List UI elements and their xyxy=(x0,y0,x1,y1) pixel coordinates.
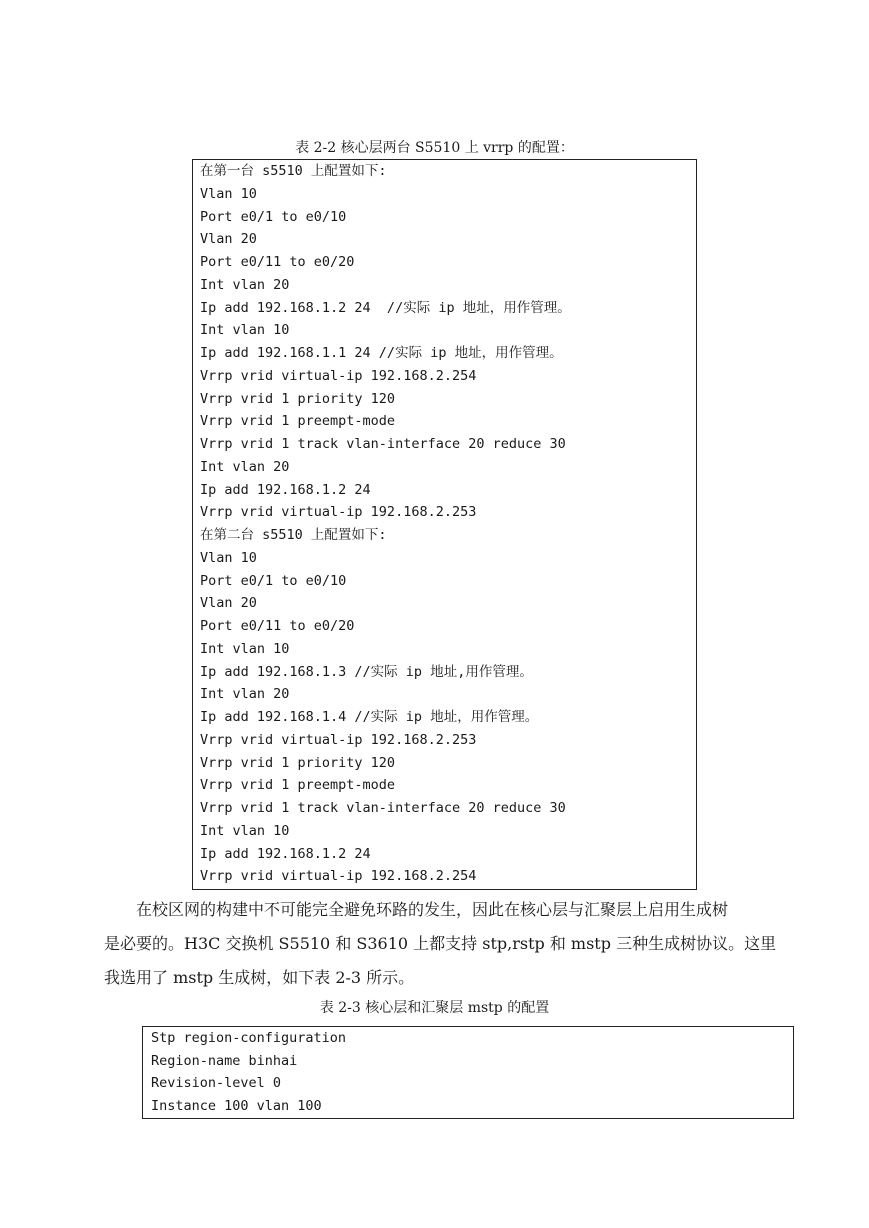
config-line: Ip add 192.168.1.1 24 //实际 ip 地址，用作管理。 xyxy=(200,345,563,361)
config-line: Instance 100 vlan 100 xyxy=(151,1097,322,1114)
mstp-config-box xyxy=(142,1026,794,1119)
config-line: Int vlan 20 xyxy=(200,686,290,703)
config-line: Revision-level 0 xyxy=(151,1075,282,1091)
config-line: Ip add 192.168.1.2 24 xyxy=(200,481,371,498)
config-line: Int vlan 20 xyxy=(200,458,290,475)
config-line: Vrrp vrid virtual-ip 192.168.2.253 xyxy=(200,731,477,748)
paragraph-line-3: 我选用了 mstp 生成树，如下表 2-3 所示。 xyxy=(104,968,415,987)
config-line: Vlan 20 xyxy=(200,231,257,248)
table-2-3-caption: 表 2-3 核心层和汇聚层 mstp 的配置 xyxy=(319,1000,550,1016)
config-line: Ip add 192.168.1.2 24 //实际 ip 地址，用作管理。 xyxy=(200,299,571,316)
config-line: Stp region-configuration xyxy=(151,1030,347,1046)
config-line: Int vlan 20 xyxy=(200,276,290,293)
body-paragraph xyxy=(104,893,788,995)
config-line: Port e0/1 to e0/10 xyxy=(200,572,347,589)
config-line: Ip add 192.168.1.2 24 xyxy=(200,845,371,862)
config-line: Vrrp vrid 1 track vlan-interface 20 reduce 30 xyxy=(200,800,566,816)
config-line: 在第一台 s5510 上配置如下: xyxy=(200,163,387,179)
config-line: Region-name binhai xyxy=(151,1052,298,1069)
config-line: Vrrp vrid 1 preempt-mode xyxy=(200,777,396,794)
paragraph-line-1: 在校区网的构建中不可能完全避免环路的发生，因此在核心层与汇聚层上启用生成树 xyxy=(104,900,729,919)
config-line: Vrrp vrid 1 preempt-mode xyxy=(200,413,396,430)
config-line: Int vlan 10 xyxy=(200,822,290,839)
config-line: Vrrp vrid 1 track vlan-interface 20 reduce 30 xyxy=(200,436,566,452)
config-line: Port e0/1 to e0/10 xyxy=(200,208,347,225)
config-line: Vrrp vrid 1 priority 120 xyxy=(200,754,396,771)
vrrp-config-box xyxy=(192,159,697,890)
config-line: Vrrp vrid virtual-ip 192.168.2.253 xyxy=(200,504,477,521)
config-line: Ip add 192.168.1.3 //实际 ip 地址,用作管理。 xyxy=(200,663,533,680)
config-line: Vrrp vrid virtual-ip 192.168.2.254 xyxy=(200,367,477,384)
config-line: Vlan 20 xyxy=(200,595,257,612)
table-2-2-caption: 表 2-2 核心层两台 S5510 上 vrrp 的配置： xyxy=(295,140,574,156)
config-line: Vrrp vrid 1 priority 120 xyxy=(200,390,396,407)
config-line: Port e0/11 to e0/20 xyxy=(200,618,355,634)
config-line: Vrrp vrid virtual-ip 192.168.2.254 xyxy=(200,868,477,885)
config-line: Int vlan 10 xyxy=(200,640,290,657)
config-line: Int vlan 10 xyxy=(200,322,290,339)
config-line: Port e0/11 to e0/20 xyxy=(200,254,355,270)
config-line: Vlan 10 xyxy=(200,549,257,566)
config-line: Ip add 192.168.1.4 //实际 ip 地址，用作管理。 xyxy=(200,709,539,725)
config-line: 在第二台 s5510 上配置如下: xyxy=(200,527,387,543)
paragraph-line-2: 是必要的。H3C 交换机 S5510 和 S3610 上都支持 stp,rstp 和 mstp 三种生成树协议。这里 xyxy=(104,934,777,953)
config-line: Vlan 10 xyxy=(200,185,257,202)
